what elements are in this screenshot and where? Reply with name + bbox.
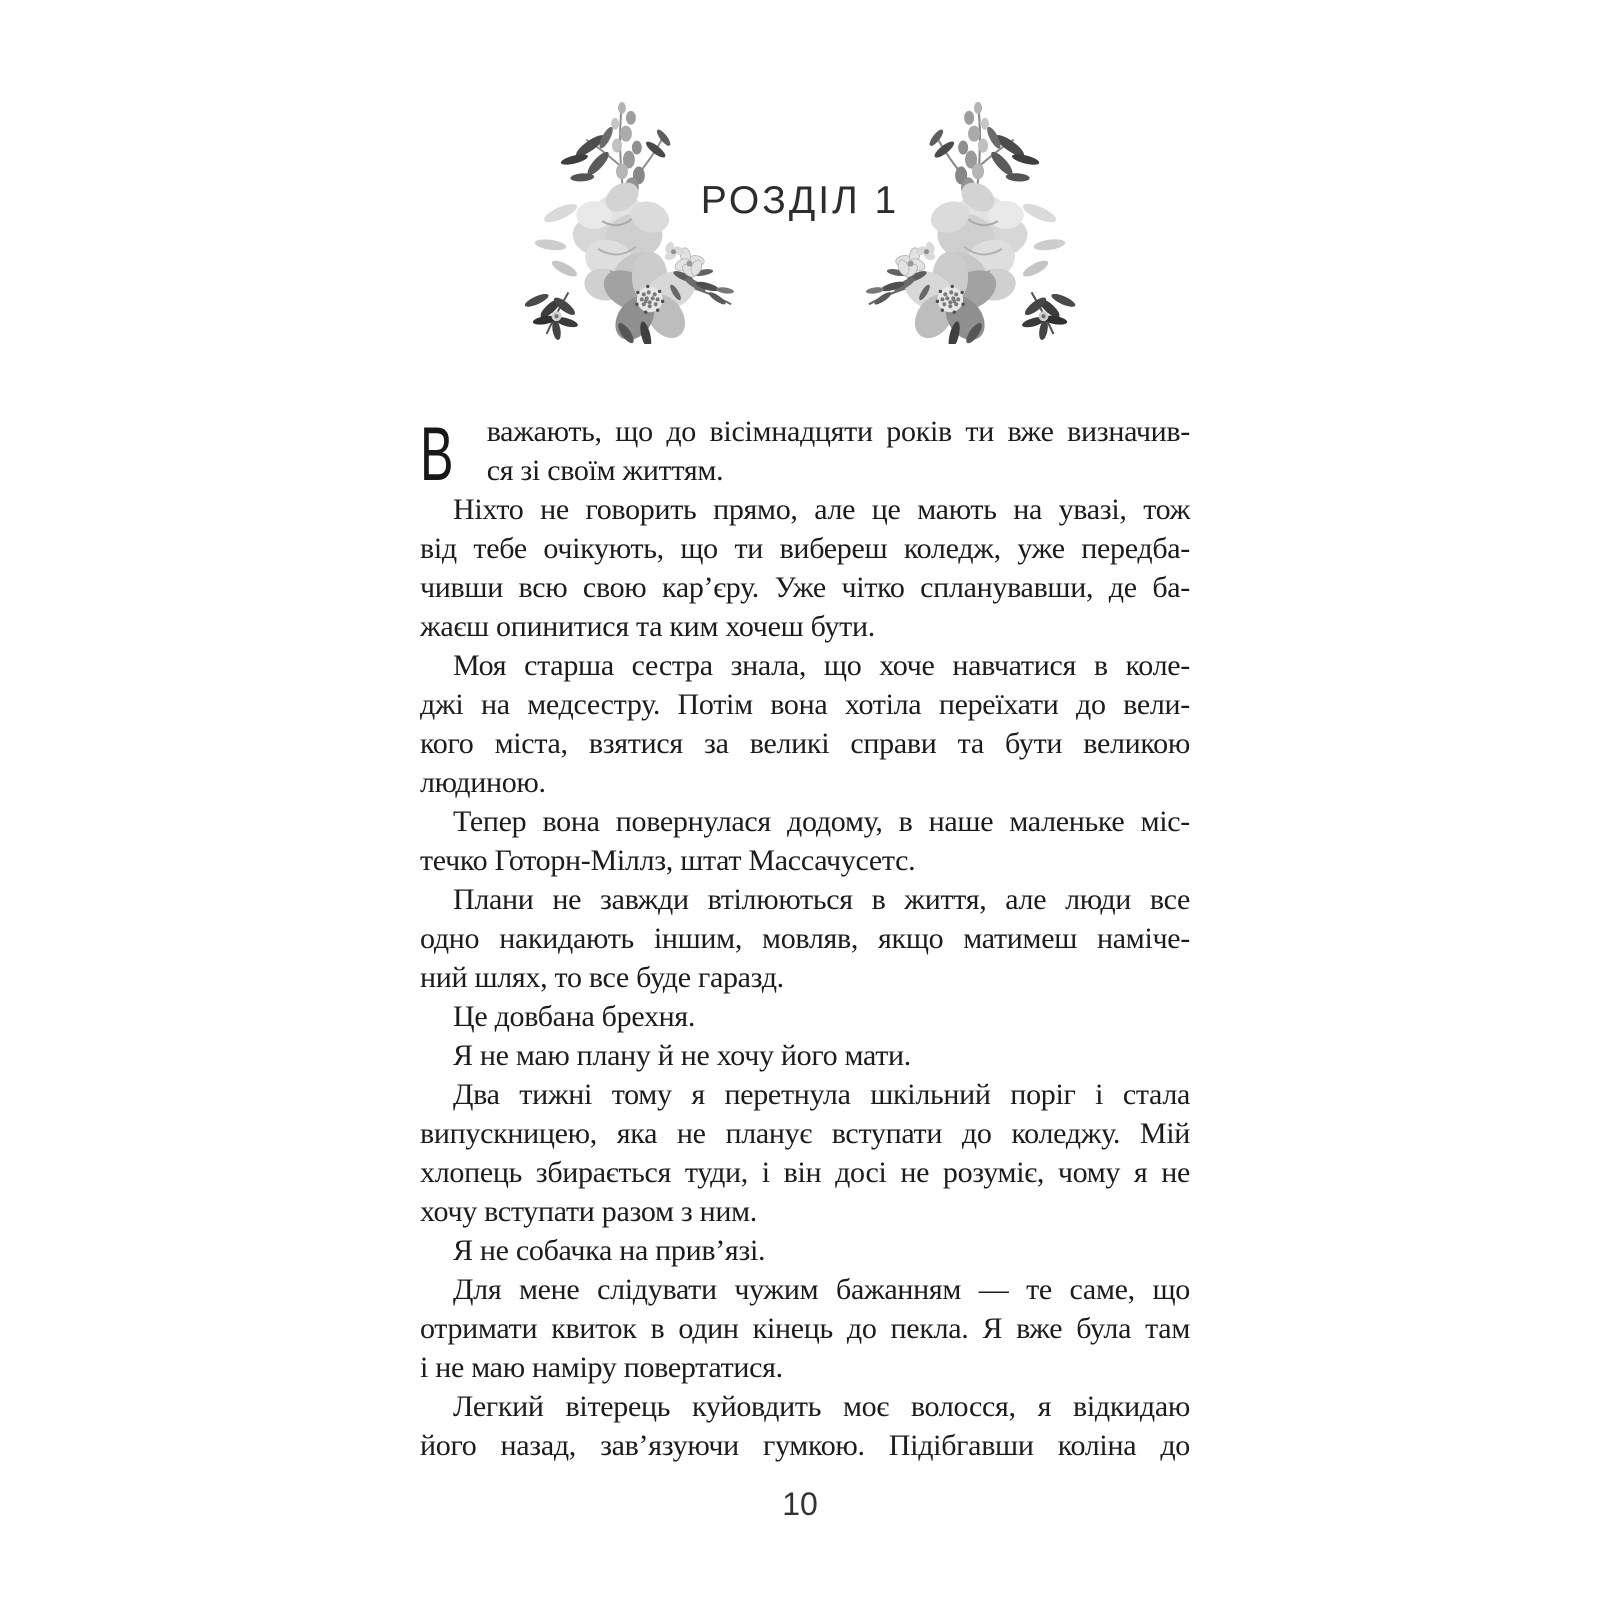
text-line: хлопець збирається туди, і він досі не розуміє, чому я не [420, 1156, 1190, 1189]
text-line: отримати квиток в один кінець до пекла. Я вже була там [420, 1312, 1190, 1345]
text-line: Я не собачка на прив’язі. [453, 1234, 766, 1267]
body-text [420, 412, 1190, 1465]
text-line: Два тижні тому я перетнула шкільний поріг і стала [453, 1078, 1190, 1111]
text-line: важають, що до вісімнадцяти років ти вже визначив- [486, 415, 1190, 448]
text-line: Ніхто не говорить прямо, але це мають на увазі, тож [453, 493, 1190, 526]
text-line: від тебе очікують, що ти вибереш коледж, уже передба- [420, 532, 1190, 565]
text-line: Легкий вітерець куйовдить моє волосся, я відкидаю [453, 1390, 1190, 1423]
paragraph-first [420, 412, 1190, 497]
text-line: хочу вступати разом з ним. [420, 1195, 757, 1228]
text-line: Для мене слідувати чужим бажанням — те саме, що [453, 1273, 1190, 1306]
text-line: людиною. [420, 766, 546, 799]
text-line: випускницею, яка не планує вступати до коледжу. Мій [420, 1117, 1190, 1150]
text-line: джі на медсестру. Потім вона хотіла переїхати до вели- [420, 688, 1190, 721]
text-line: течко Готорн-Міллз, штат Массачусетс. [420, 844, 916, 877]
text-line: ся зі своїм життям. [486, 454, 724, 487]
page-number: 10 [782, 1486, 818, 1522]
drop-cap-lines [487, 412, 1190, 490]
text-line: Плани не завжди втілюються в життя, але люди все [453, 883, 1190, 916]
text-line: Моя старша сестра знала, що хоче навчатися в коле- [453, 649, 1190, 682]
text-line: чивши всю свою кар’єру. Уже чітко спланувавши, де ба- [420, 571, 1190, 604]
text-line: його назад, зав’язуючи гумкою. Підібгавши коліна до [420, 1429, 1190, 1462]
chapter-title: РОЗДІЛ 1 [700, 179, 900, 222]
text-line: Це довбана брехня. [453, 1000, 696, 1033]
drop-cap: В [420, 412, 454, 497]
text-line: Я не маю плану й не хочу його мати. [453, 1039, 911, 1072]
text-line: і не маю наміру повертатися. [420, 1351, 783, 1384]
text-line: Тепер вона повернулася додому, в наше маленьке міс- [453, 805, 1190, 838]
text-line: одно накидають іншим, мовляв, якщо матимеш наміче- [420, 922, 1190, 955]
text-line: ний шлях, то все буде гаразд. [420, 961, 784, 994]
text-line: кого міста, взятися за великі справи та бути великою [420, 727, 1190, 760]
text-line: жаєш опинитися та ким хочеш бути. [420, 610, 875, 643]
